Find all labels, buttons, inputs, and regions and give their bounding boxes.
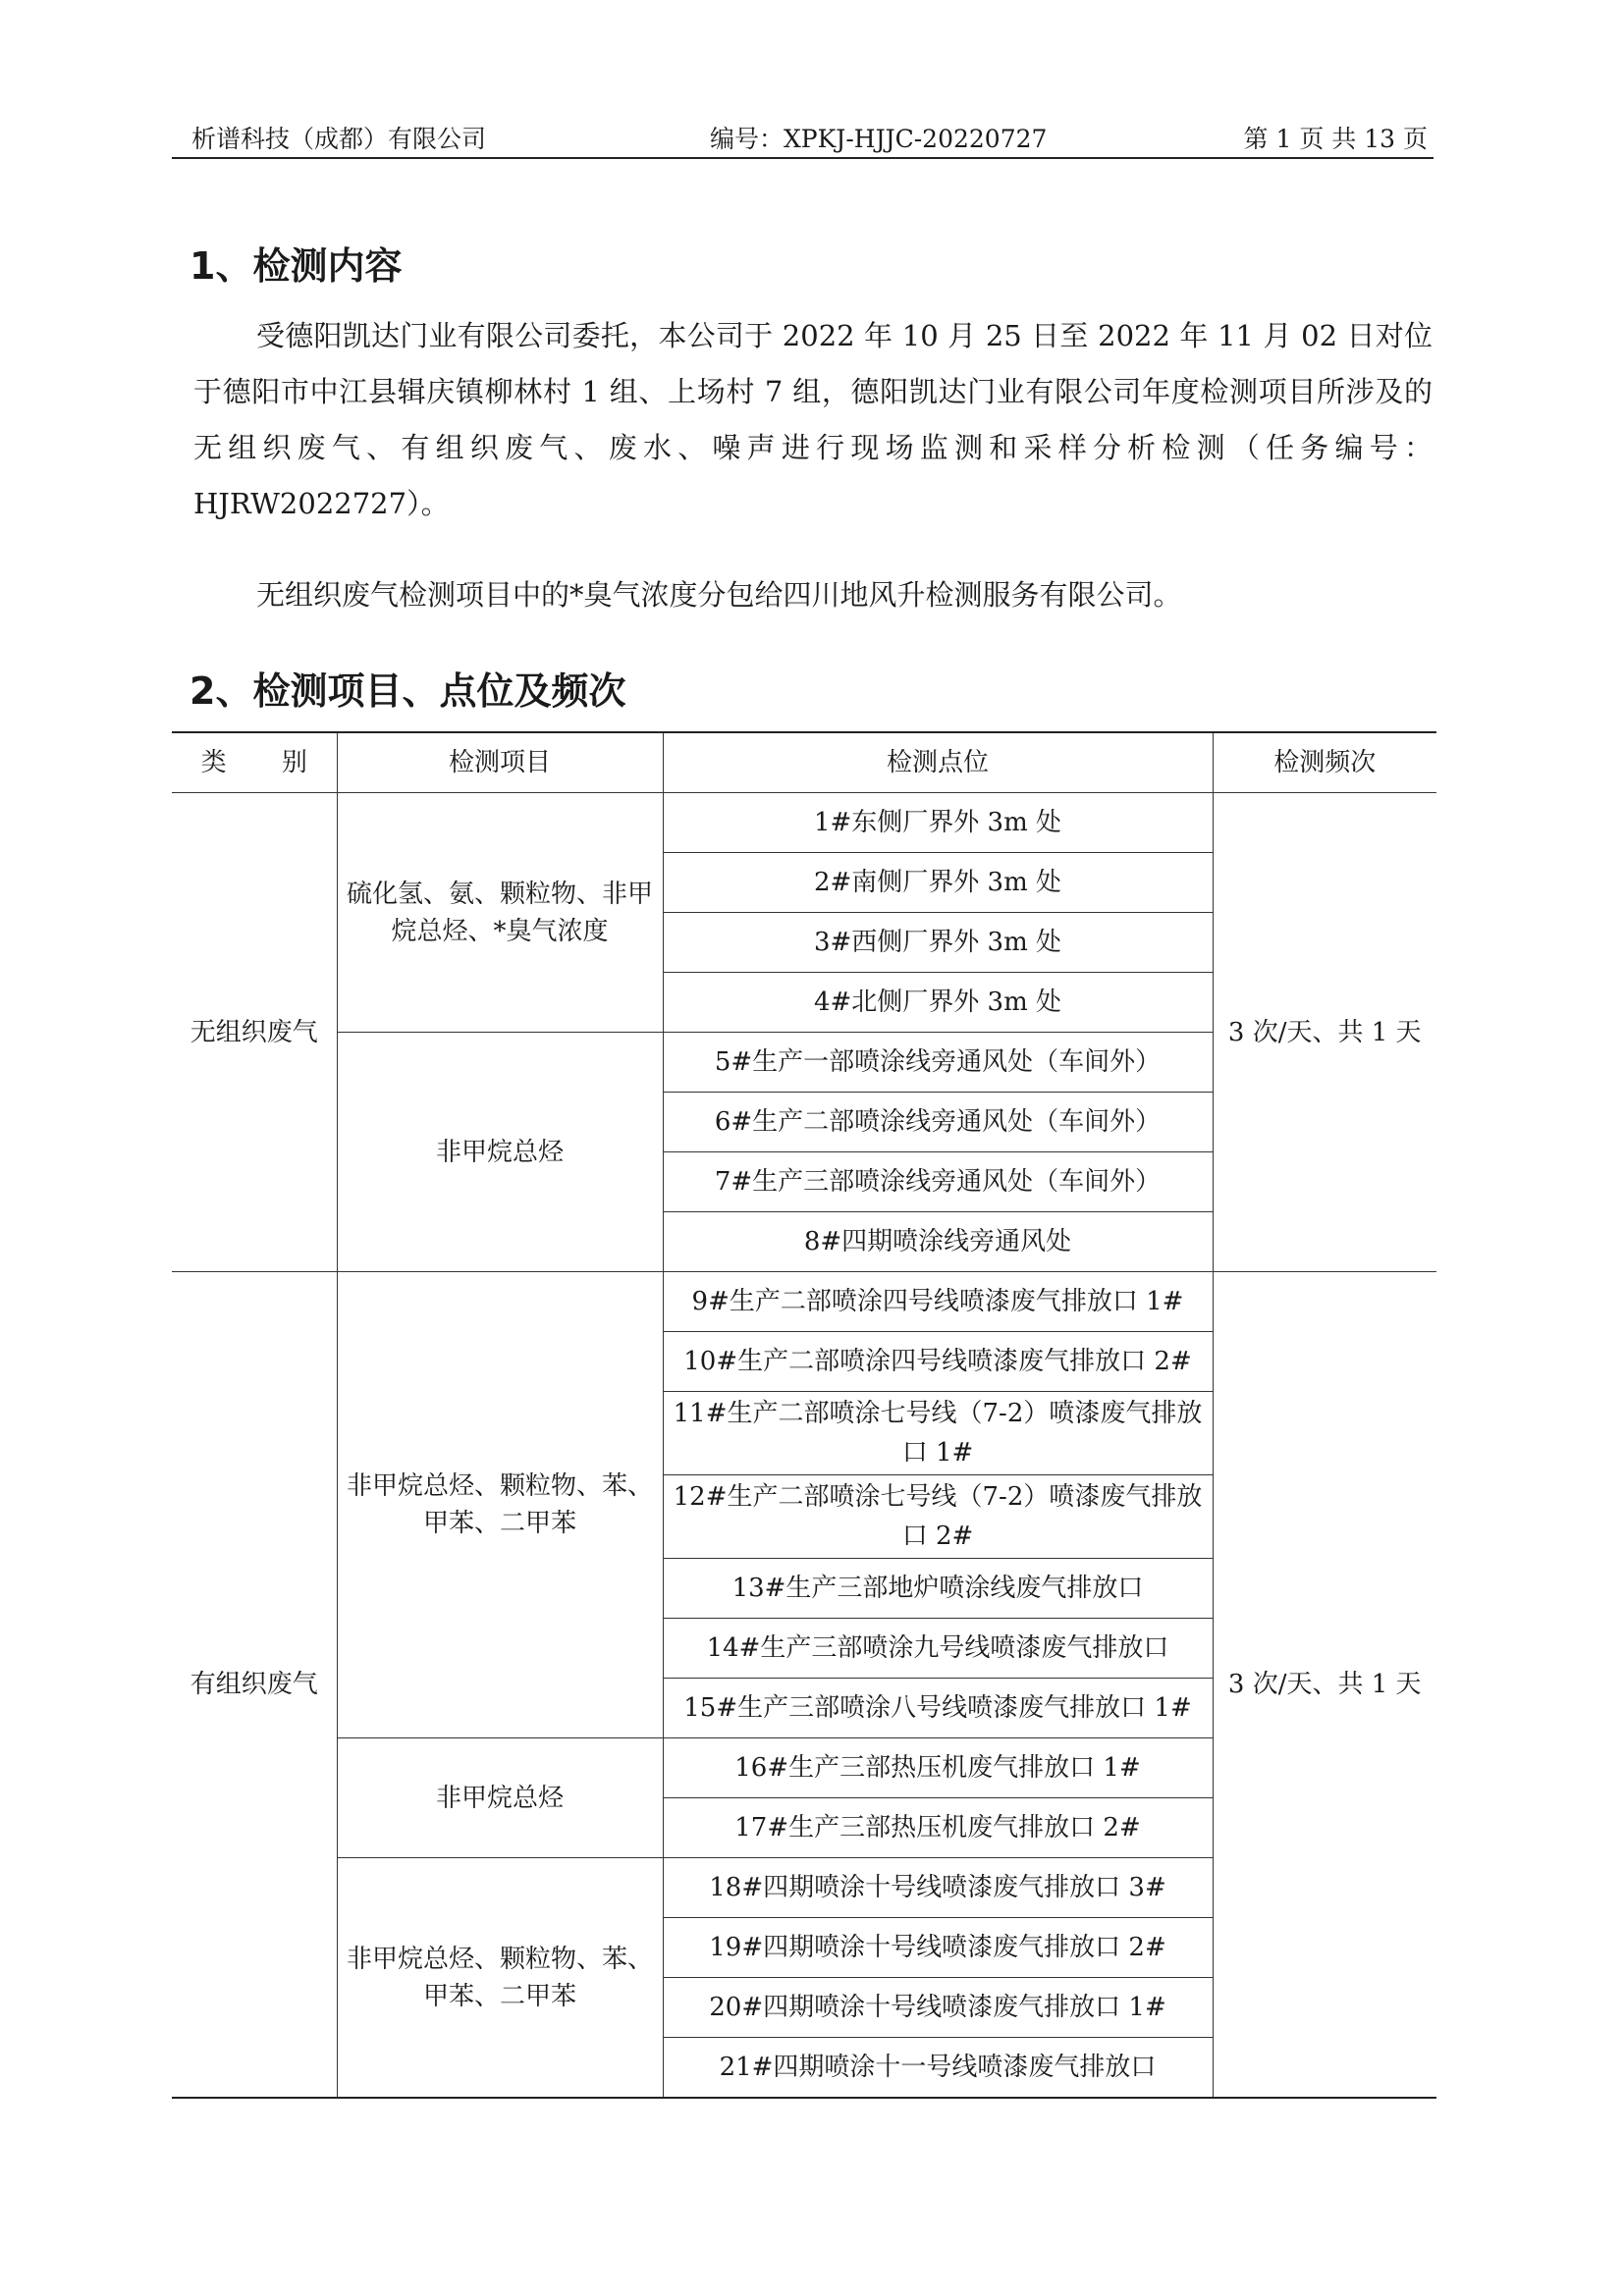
section2-title: 2、检测项目、点位及频次 xyxy=(189,669,626,713)
point-cell: 9#生产二部喷涂四号线喷漆废气排放口 1# xyxy=(663,1272,1213,1332)
detection-table xyxy=(172,731,1436,2099)
point-cell: 7#生产三部喷涂线旁通风处（车间外） xyxy=(663,1152,1213,1212)
items-unorganized-group1: 硫化氢、氨、颗粒物、非甲烷总烃、*臭气浓度 xyxy=(337,793,663,1033)
point-cell: 5#生产一部喷涂线旁通风处（车间外） xyxy=(663,1033,1213,1093)
items-organized-group1: 非甲烷总烃、颗粒物、苯、甲苯、二甲苯 xyxy=(337,1272,663,1738)
point-cell: 11#生产二部喷涂七号线（7-2）喷漆废气排放口 1# xyxy=(663,1392,1213,1475)
page-header xyxy=(172,116,1434,159)
frequency-organized: 3 次/天、共 1 天 xyxy=(1213,1272,1436,2099)
header-category: 类 别 xyxy=(172,732,337,793)
point-cell: 10#生产二部喷涂四号线喷漆废气排放口 2# xyxy=(663,1332,1213,1392)
point-cell: 21#四期喷涂十一号线喷漆废气排放口 xyxy=(663,2038,1213,2099)
header-company: 析谱科技（成都）有限公司 xyxy=(191,125,487,153)
header-page-indicator: 第 1 页 共 13 页 xyxy=(1243,125,1428,153)
point-cell: 15#生产三部喷涂八号线喷漆废气排放口 1# xyxy=(663,1679,1213,1738)
header-report-number: 编号：XPKJ-HJJC-20220727 xyxy=(710,125,1048,153)
header-items: 检测项目 xyxy=(337,732,663,793)
point-cell: 4#北侧厂界外 3m 处 xyxy=(663,973,1213,1033)
items-organized-group2: 非甲烷总烃 xyxy=(337,1738,663,1858)
header-points: 检测点位 xyxy=(663,732,1213,793)
point-cell: 14#生产三部喷涂九号线喷漆废气排放口 xyxy=(663,1619,1213,1679)
point-cell: 17#生产三部热压机废气排放口 2# xyxy=(663,1798,1213,1858)
category-unorganized: 无组织废气 xyxy=(172,793,337,1272)
point-cell: 6#生产二部喷涂线旁通风处（车间外） xyxy=(663,1093,1213,1152)
point-cell: 8#四期喷涂线旁通风处 xyxy=(663,1212,1213,1272)
header-frequency: 检测频次 xyxy=(1213,732,1436,793)
items-unorganized-group2: 非甲烷总烃 xyxy=(337,1033,663,1272)
point-cell: 12#生产二部喷涂七号线（7-2）喷漆废气排放口 2# xyxy=(663,1475,1213,1559)
point-cell: 2#南侧厂界外 3m 处 xyxy=(663,853,1213,913)
frequency-unorganized: 3 次/天、共 1 天 xyxy=(1213,793,1436,1272)
table-row xyxy=(172,793,1436,853)
category-organized: 有组织废气 xyxy=(172,1272,337,2099)
point-cell: 20#四期喷涂十号线喷漆废气排放口 1# xyxy=(663,1978,1213,2038)
point-cell: 3#西侧厂界外 3m 处 xyxy=(663,913,1213,973)
section1-paragraph-1: 受德阳凯达门业有限公司委托，本公司于 2022 年 10 月 25 日至 2022 年 11 月 02 日对位于德阳市中江县辑庆镇柳林村 1 组、上场村 7 组，德阳凯达门业有限公司年度检测项目所涉及的无组织废气、有组织废气、废水、噪声进行现场监测和采样分析检测（任务编号：HJRW2022727）。 xyxy=(193,319,1433,520)
table-row xyxy=(172,1272,1436,1332)
table-header-row xyxy=(172,732,1436,793)
section1-title: 1、检测内容 xyxy=(189,244,403,288)
point-cell: 19#四期喷涂十号线喷漆废气排放口 2# xyxy=(663,1918,1213,1978)
point-cell: 16#生产三部热压机废气排放口 1# xyxy=(663,1738,1213,1798)
point-cell: 13#生产三部地炉喷涂线废气排放口 xyxy=(663,1559,1213,1619)
items-organized-group3: 非甲烷总烃、颗粒物、苯、甲苯、二甲苯 xyxy=(337,1858,663,2099)
detection-table-wrapper xyxy=(172,731,1436,2099)
point-cell: 18#四期喷涂十号线喷漆废气排放口 3# xyxy=(663,1858,1213,1918)
point-cell: 1#东侧厂界外 3m 处 xyxy=(663,793,1213,853)
section1-paragraph-2: 无组织废气检测项目中的*臭气浓度分包给四川地风升检测服务有限公司。 xyxy=(256,578,1182,612)
